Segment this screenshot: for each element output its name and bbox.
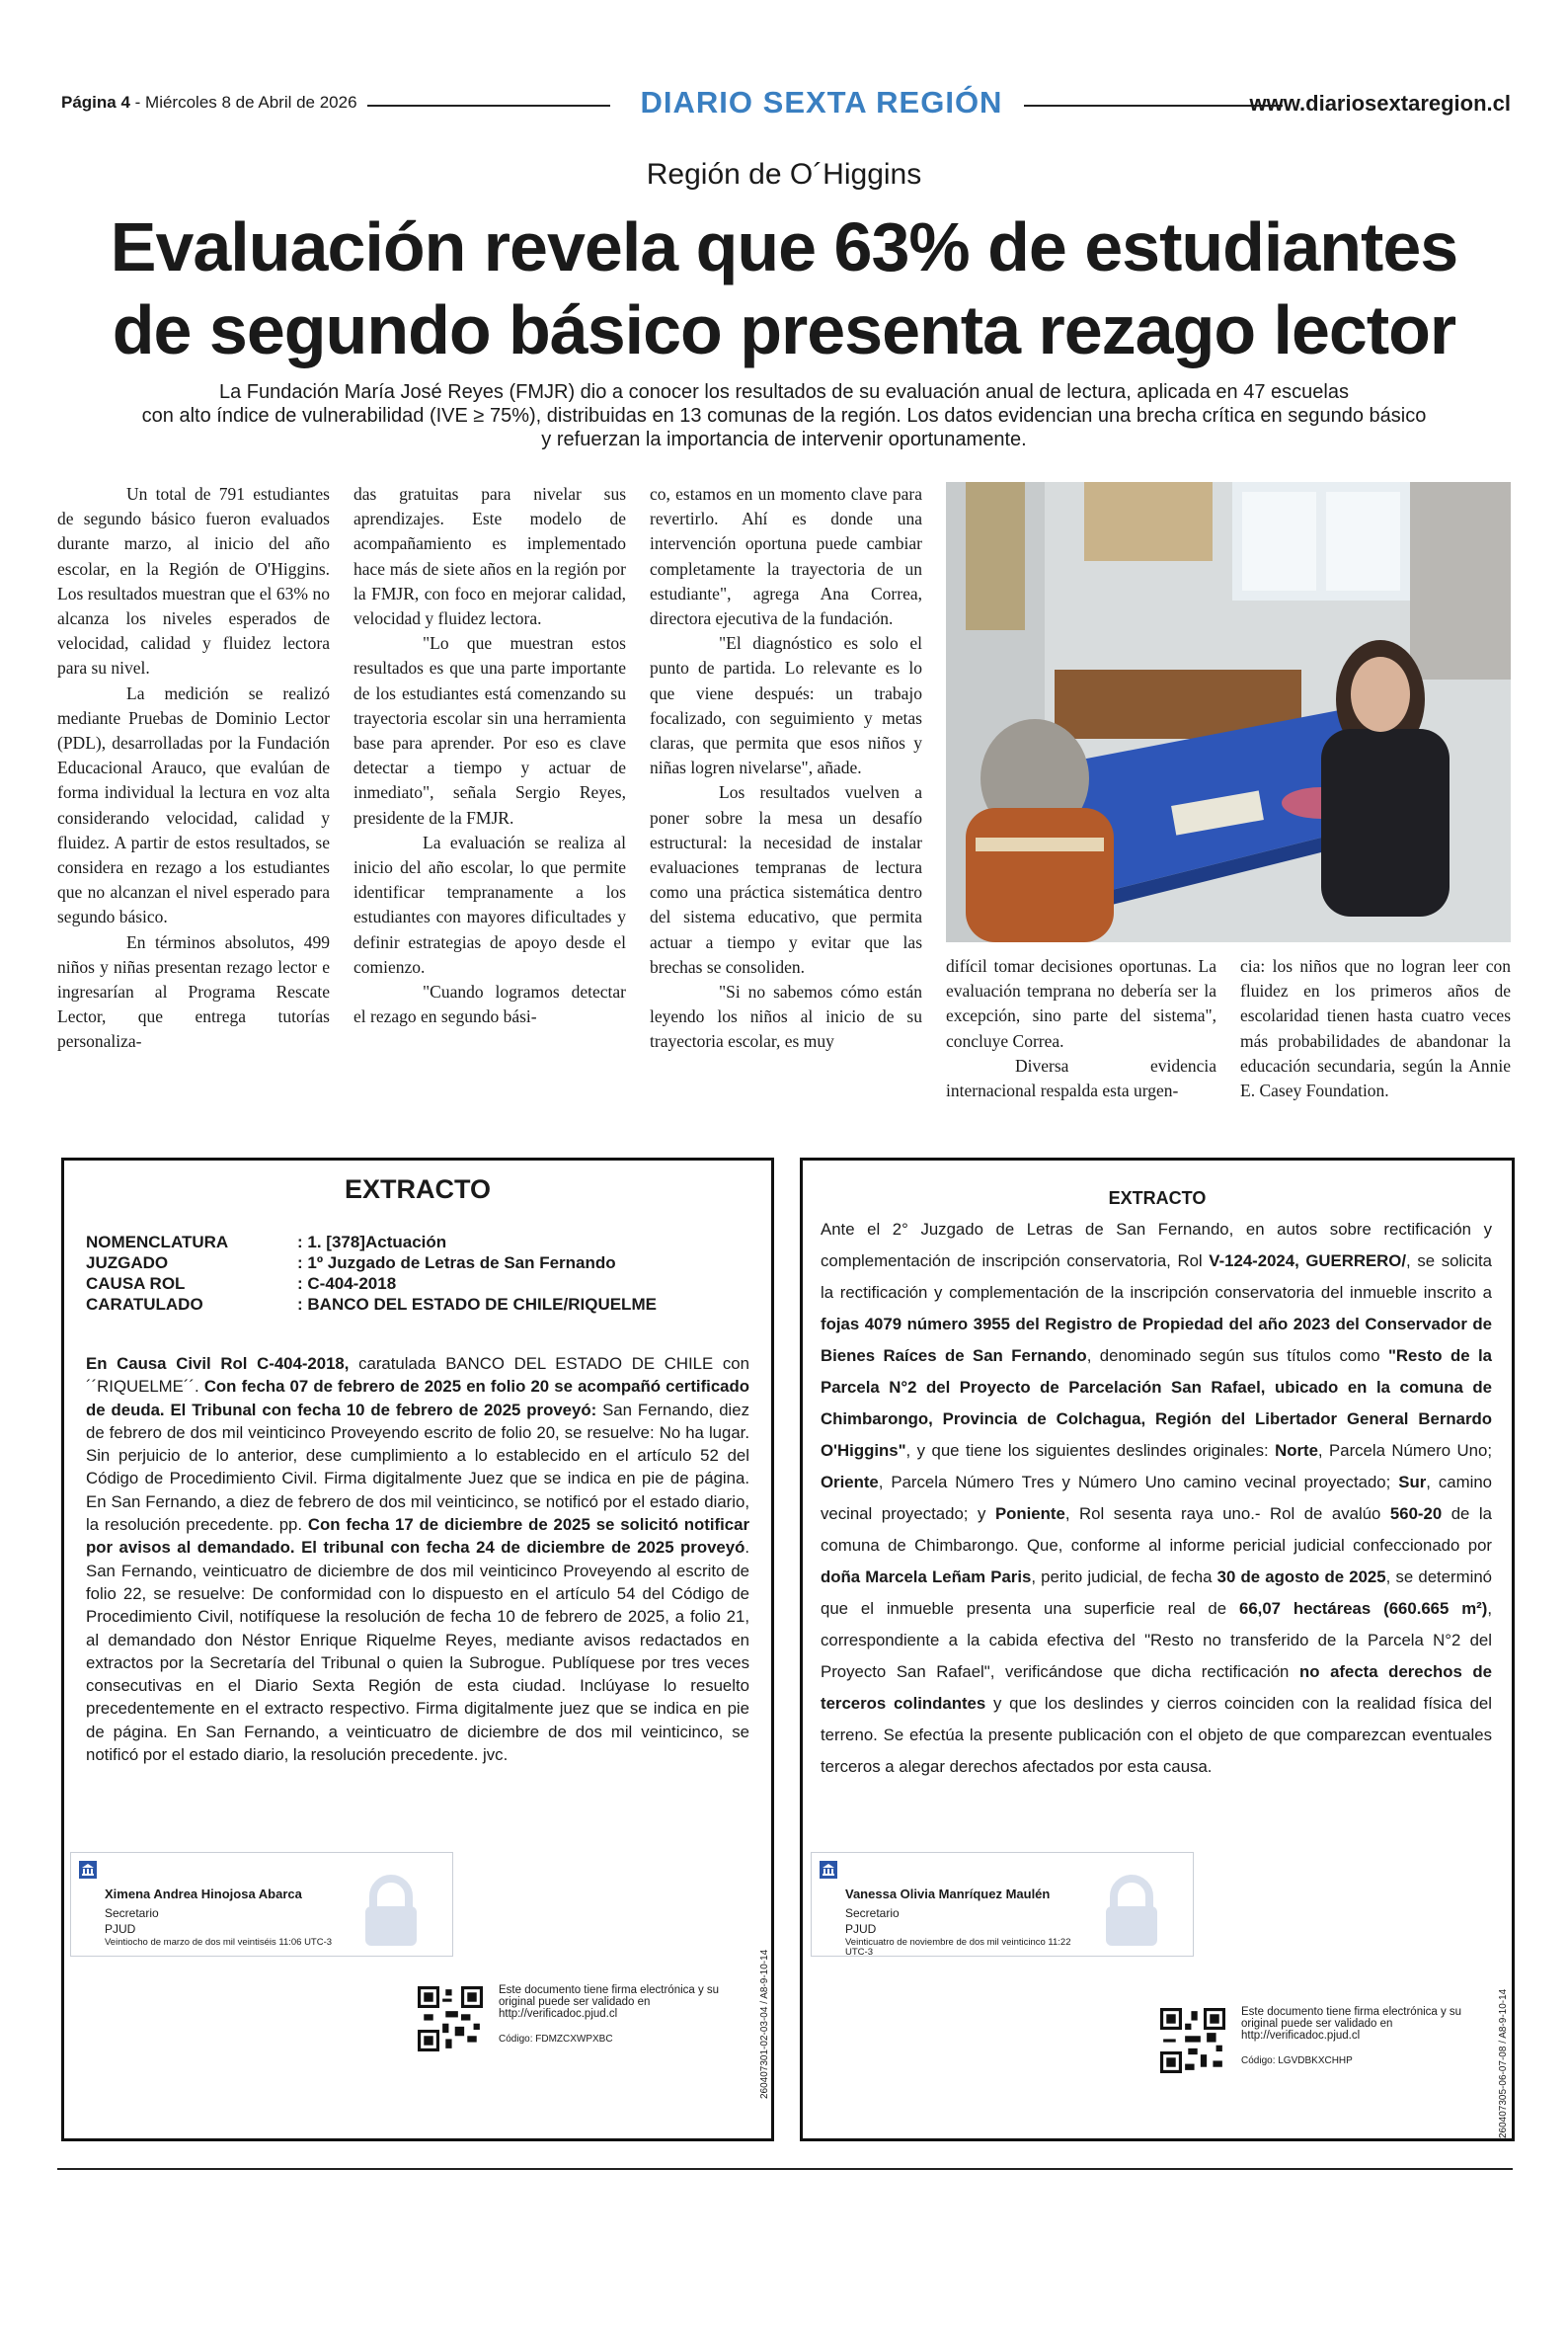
qr-code-icon[interactable] bbox=[1160, 2008, 1225, 2073]
header-rule-right bbox=[1024, 105, 1283, 107]
notice-body: En Causa Civil Rol C-404-2018, caratulada BANCO DEL ESTADO DE CHILE con ´´RIQUELME´´. Con fecha 07 de febrero de 2025 en folio 20 se acompañó certificado de deuda. El Tribunal con fecha 10 de febrero de 2025 proveyó: San Fernando, diez de febrero de dos mil veinticinco Proveyendo escrito de folio 20, se resuelve: No ha lugar. Sin perjuicio de lo anterior, dese cumplimiento a lo establecido en el artículo 52 del Código de Procedimiento Civil. Firma digitalmente Juez que se indica en pie de página. En San Fernando, a diez de febrero de dos mil veinticinco, se notificó por el estado diario, la resolución precedente. pp. Con fecha 17 de diciembre de 2025 se solicitó notificar por avisos al demandado. El tribunal con fecha 24 de diciembre de 2025 proveyó. San Fernando, veinticuatro de diciembre de dos mil veinticinco Proveyendo al escrito de folio 22, se resuelve: De conformidad con lo dispuesto en el artículo 54 del Código de Procedimiento Civil, notifíquese la resolución de fecha 10 de febrero de 2025, a folio 21, al demandado don Néstor Enrique Riquelme Reyes, mediante avisos redactados en extractos por la Secretaría del Tribunal o quien la Subrogue. Publíquese por tres veces consecutivas en el Diario Sexta Región de esta ciudad. Inclúyase lo resuelto precedentemente en el extracto respectivo. Firma digitalmente juez que se indica en pie de página. En San Fernando, a veinticuatro de diciembre de dos mil veinticinco, se notificó por el estado diario, la resolución precedente. jvc. bbox=[86, 1354, 750, 1765]
digital-signature bbox=[70, 1852, 453, 1957]
verification-code: Código: LGVDBKXCHHP bbox=[1241, 2055, 1353, 2066]
signer-org: PJUD bbox=[105, 1922, 136, 1936]
lede: La Fundación María José Reyes (FMJR) dio a conocer los resultados de su evaluación anual de lectura, aplicada en 47 escuelas con alto índice de vulnerabilidad (IVE ≥ 75%), distribuidas en 13 comunas de la región. Los datos evidencian una brecha crítica en segundo básico y refuerzan la importancia de intervenir oportunamente. bbox=[141, 381, 1427, 450]
section-label: Región de O´Higgins bbox=[646, 158, 922, 191]
article-column-1: Un total de 791 estudiantes de segundo básico fueron evaluados durante marzo, al inicio del año escolar, en la Región de O'Higgins. Los resultados muestran que el 63% no alcanza los niveles esperados de velocidad, calidad y fluidez lectora para su nivel. La medición se realizó mediante Pruebas de Dominio Lector (PDL), desarrolladas por la Fundación Educacional Arauco, que evalúan de forma individual la lectura en voz alta considerando velocidad, calidad y fluidez. A partir de estos resultados, se considera en rezago a los estudiantes que no alcanzan el nivel esperado para segundo básico. En términos absolutos, 499 niños y niñas presentan rezago lector e ingresarían al Programa Rescate Lector, que entrega tutorías personaliza- bbox=[57, 484, 330, 1052]
signature-date: Veinticuatro de noviembre de dos mil veinticinco 11:22 UTC-3 bbox=[845, 1937, 1071, 1958]
lock-icon bbox=[352, 1873, 431, 1952]
lock-icon bbox=[1092, 1873, 1171, 1952]
legal-notice-1 bbox=[61, 1158, 774, 2141]
verification-note: Este documento tiene firma electrónica y su original puede ser validado en http://verificadoc.pjud.cl bbox=[499, 1984, 720, 2020]
signer-name: Ximena Andrea Hinojosa Abarca bbox=[105, 1887, 302, 1901]
notice-title: EXTRACTO bbox=[1108, 1188, 1207, 1208]
verification-code: Código: FDMZCXWPXBC bbox=[499, 2034, 613, 2045]
bottom-rule bbox=[57, 2168, 1513, 2170]
article-column-2: das gratuitas para nivelar sus aprendizajes. Este modelo de acompañamiento es implementado hace más de siete años en la región por la FMJR, con foco en mejorar calidad, velocidad y fluidez lectora. "Lo que muestran estos resultados es que una parte importante de los estudiantes está comenzando su trayectoria escolar sin una herramienta base para aprender. Por eso es clave detectar a tiempo y actuar de inmediato", señala Sergio Reyes, presidente de la FMJR. La evaluación se realiza al inicio del año escolar, lo que permite identificar tempranamente a los estudiantes con mayores dificultades y definir estrategias de apoyo desde el comienzo. "Cuando logramos detectar el rezago en segundo bási- bbox=[353, 484, 626, 1027]
signer-role: Secretario bbox=[105, 1906, 159, 1920]
signer-role: Secretario bbox=[845, 1906, 900, 1920]
qr-code-icon[interactable] bbox=[418, 1986, 483, 2051]
website-link[interactable]: www.diariosextaregion.cl bbox=[1249, 91, 1511, 116]
signer-name: Vanessa Olivia Manríquez Maulén bbox=[845, 1887, 1051, 1901]
article-column-5: cia: los niños que no logran leer con fluidez en los primeros años de escolaridad tienen hasta cuatro veces más probabilidades de abandonar la educación secundaria, según la Annie E. Casey Foundation. bbox=[1240, 956, 1511, 1101]
signature-date: Veintiocho de marzo de dos mil veintiséis 11:06 UTC-3 bbox=[105, 1937, 333, 1948]
article-column-3: co, estamos en un momento clave para revertirlo. Ahí es donde una intervención oportuna puede cambiar completamente la trayectoria de un estudiante", agrega Ana Correa, directora ejecutiva de la fundación. "El diagnóstico es solo el punto de partida. Lo relevante es lo que viene después: un trabajo focalizado, con seguimiento y metas claras, que permita que esos niños y niñas logren nivelarse", añade. Los resultados vuelven a poner sobre la mesa un desafío estructural: la necesidad de instalar evaluaciones tempranas de lectura como una práctica sistemática dentro del sistema educativo, que permita actuar a tiempo y evitar que las brechas se consoliden. "Si no sabemos cómo están leyendo los niños al inicio de su trayectoria escolar, es muy bbox=[650, 484, 922, 1052]
signer-org: PJUD bbox=[845, 1922, 877, 1936]
classroom-photo bbox=[946, 482, 1511, 942]
notice-title: EXTRACTO bbox=[344, 1174, 491, 1204]
article-photo bbox=[946, 482, 1511, 942]
court-building-icon bbox=[820, 1861, 837, 1879]
newspaper-title: DIARIO SEXTA REGIÓN bbox=[640, 85, 1003, 120]
vertical-code: 260407305-06-07-08 / A8-9-10-14 bbox=[1498, 1988, 1509, 2138]
notice-metadata: NOMENCLATURA : 1. [378]Actuación JUZGADO : 1º Juzgado de Letras de San Fernando CAUSA ROL : C-404-2018 CARATULADO : BANCO DEL ESTADO DE CHILE/RIQUELME bbox=[86, 1233, 657, 1314]
notice-body: Ante el 2° Juzgado de Letras de San Fernando, en autos sobre rectificación y complementación de inscripción conservatoria, Rol V-124-2024, GUERRERO/, se solicita la rectificación y complementación de la inscripción conservatoria del inmueble inscrito a fojas 4079 número 3955 del Registro de Propiedad del año 2023 del Conservador de Bienes Raíces de San Fernando, denominado según sus títulos como "Resto de la Parcela N°2 del Proyecto de Parcelación San Rafael, ubicado en la comuna de Chimbarongo, Provincia de Colchagua, Región del Libertador General Bernardo O'Higgins", y que tiene los siguientes deslindes originales: Norte, Parcela Número Uno; Oriente, Parcela Número Tres y Número Uno camino vecinal proyectado; Sur, camino vecinal proyectado; y Poniente, Rol sesenta raya uno.- Rol de avalúo 560-20 de la comuna de Chimbarongo. Que, conforme al informe pericial judicial confeccionado por doña Marcela Leñam Paris, perito judicial, de fecha 30 de agosto de 2025, se determinó que el inmueble presenta una superficie real de 66,07 hectáreas (660.665 m²), correspondiente a la cabida efectiva del "Resto no transferido de la Parcela N°2 del Proyecto San Rafael", verificándose que dicha rectificación no afecta derechos de terceros colindantes y que los deslindes y cierros coinciden con la realidad física del terreno. Se efectúa la presente publicación con el objeto de que comparezcan eventuales terceros a alegar derechos afectados por esta causa. bbox=[821, 1220, 1493, 1776]
page-date-label: Página 4 - Miércoles 8 de Abril de 2026 bbox=[61, 93, 357, 112]
article-column-4: difícil tomar decisiones oportunas. La evaluación temprana no debería ser la excepción, sino parte del sistema", concluye Correa. Diversa evidencia internacional respalda esta urgen- bbox=[946, 956, 1216, 1101]
page-header bbox=[61, 87, 1511, 126]
digital-signature bbox=[811, 1852, 1194, 1957]
verification-note: Este documento tiene firma electrónica y su original puede ser validado en http://verificadoc.pjud.cl bbox=[1241, 2006, 1462, 2042]
vertical-code: 260407301-02-03-04 / A8-9-10-14 bbox=[759, 1949, 770, 2099]
legal-notice-2 bbox=[800, 1158, 1515, 2141]
court-building-icon bbox=[79, 1861, 97, 1879]
headline: Evaluación revela que 63% de estudiantes de segundo básico presenta rezago lector bbox=[110, 208, 1458, 368]
